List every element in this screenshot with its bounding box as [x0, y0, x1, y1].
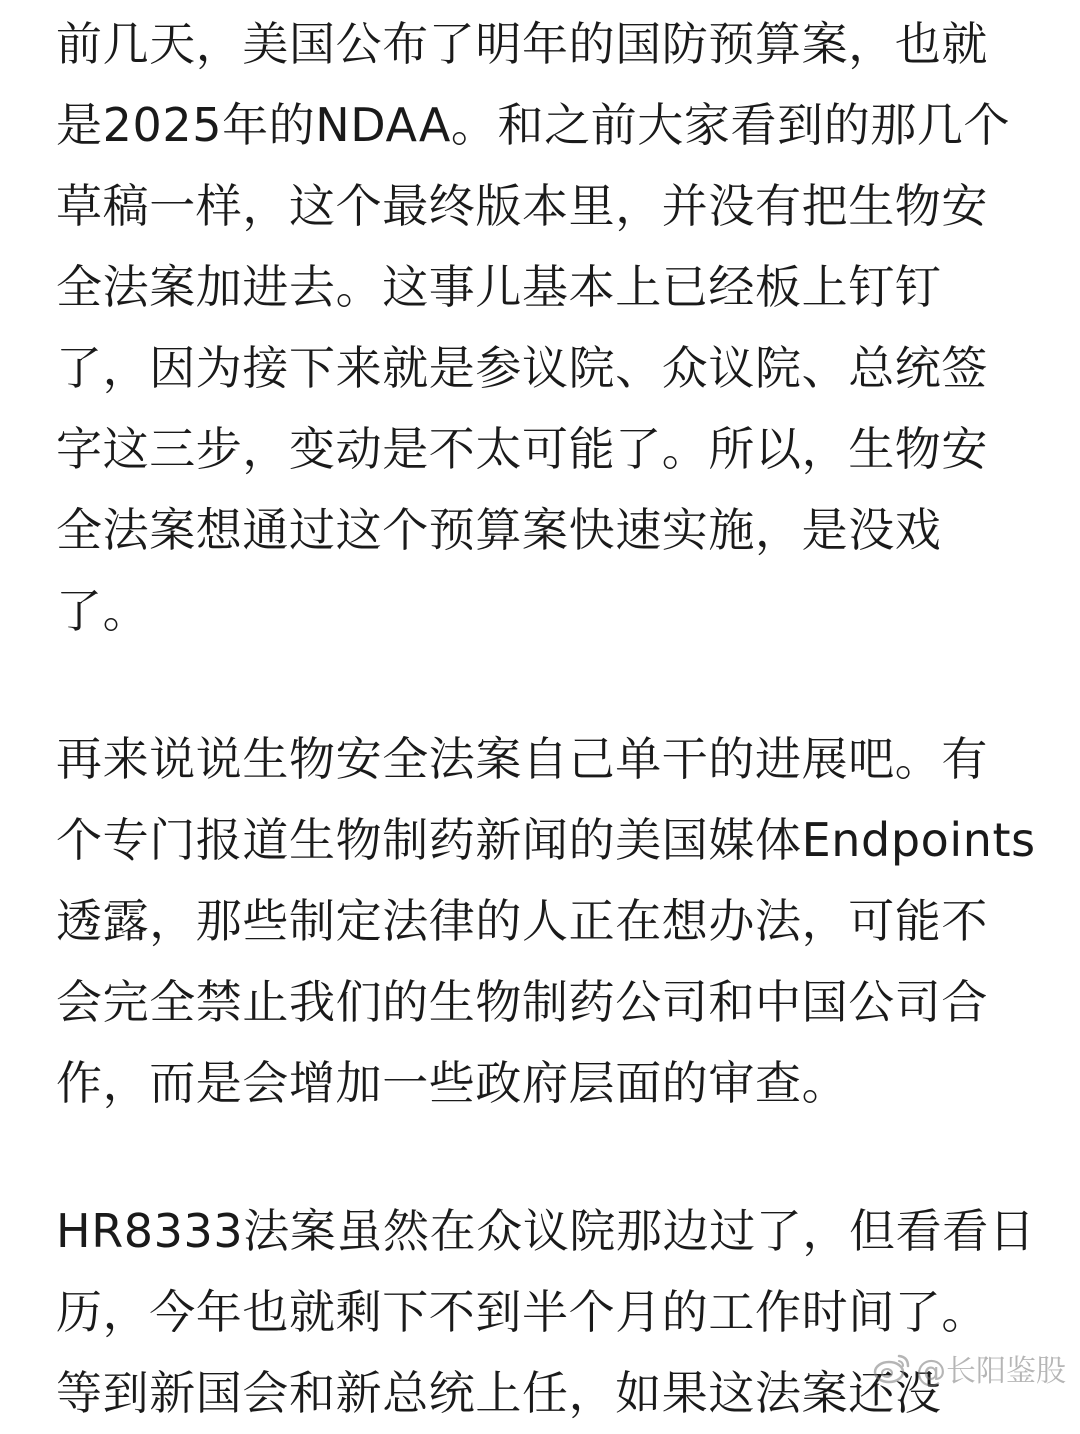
weibo-icon	[872, 1351, 912, 1385]
text-line: 透露，那些制定法律的人正在想办法，可能不	[56, 894, 988, 948]
text-line: HR8333法案虽然在众议院那边过了，但看看日	[56, 1204, 1036, 1258]
text-line: 再来说说生物安全法案自己单干的进展吧。有	[56, 732, 988, 786]
text-line: 会完全禁止我们的生物制药公司和中国公司合	[56, 975, 988, 1029]
paragraph-gap	[56, 1124, 1031, 1191]
watermark	[872, 1346, 1066, 1390]
paragraph-3	[56, 1191, 1036, 1434]
text-line: 全法案加进去。这事儿基本上已经板上钉钉	[56, 260, 942, 314]
text-line: 字这三步，变动是不太可能了。所以，生物安	[56, 422, 988, 476]
watermark-text: @长阳鉴股	[916, 1354, 1066, 1389]
paragraph-1	[56, 4, 1031, 652]
text-line: 前几天，美国公布了明年的国防预算案，也就	[56, 17, 988, 71]
paragraph-2	[56, 719, 1036, 1124]
text-line: 等到新国会和新总统上任，如果这法案还没	[56, 1366, 942, 1420]
paragraph-gap	[56, 652, 1031, 719]
article-body	[56, 4, 1036, 1434]
text-line: 全法案想通过这个预算案快速实施，是没戏	[56, 503, 942, 557]
text-line: 草稿一样，这个最终版本里，并没有把生物安	[56, 179, 988, 233]
text-line: 了。	[56, 584, 150, 638]
text-line: 作，而是会增加一些政府层面的审查。	[56, 1056, 849, 1110]
text-line: 个专门报道生物制药新闻的美国媒体Endpoints	[56, 813, 1036, 867]
text-line: 是2025年的NDAA。和之前大家看到的那几个	[56, 98, 1011, 152]
text-line: 了，因为接下来就是参议院、众议院、总统签	[56, 341, 988, 395]
text-line: 历，今年也就剩下不到半个月的工作时间了。	[56, 1285, 988, 1339]
